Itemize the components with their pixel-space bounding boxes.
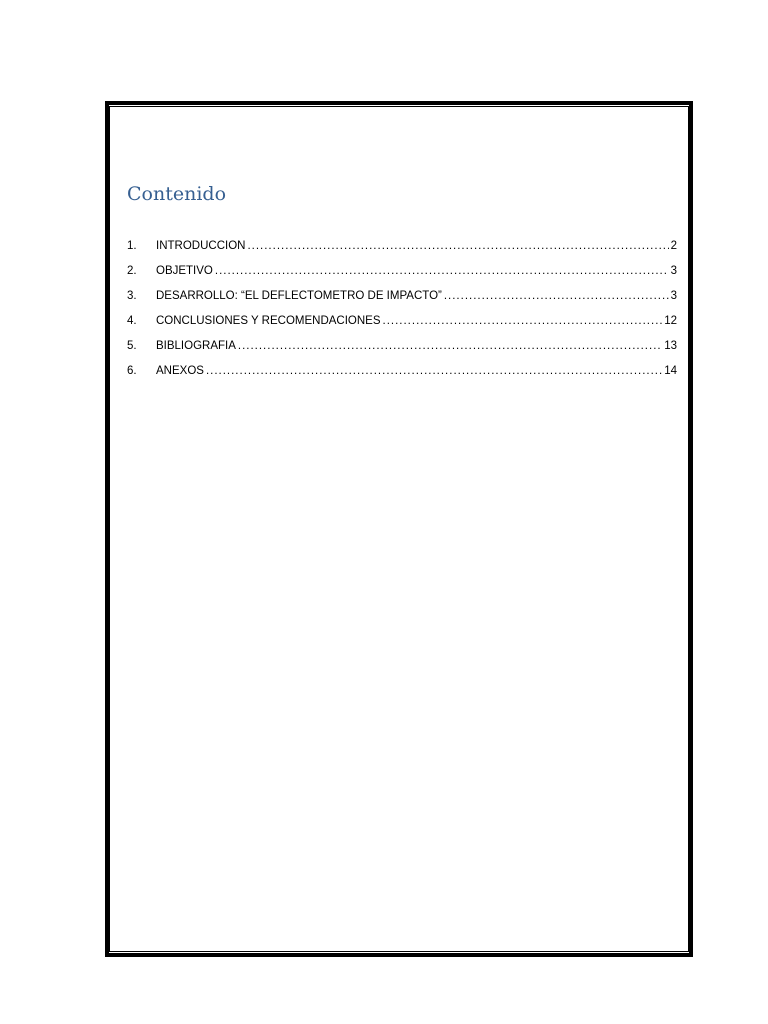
toc-entry-page[interactable]: 2: [670, 240, 677, 252]
toc-entry-number: 3.: [127, 290, 137, 302]
toc-entry-conclusiones[interactable]: [127, 315, 677, 340]
toc-entry-page[interactable]: 13: [664, 340, 677, 352]
toc-entry-number: 6.: [127, 365, 137, 377]
toc-title: Contenido: [127, 183, 227, 205]
toc-entry-page[interactable]: 14: [664, 365, 677, 377]
toc-entry-number: 2.: [127, 265, 137, 277]
toc-entry-anexos[interactable]: [127, 365, 677, 390]
toc-entry-number: 1.: [127, 240, 137, 252]
toc-entry-page[interactable]: 12: [664, 315, 677, 327]
page-border-inner: [109, 106, 689, 952]
toc-entry-label[interactable]: CONCLUSIONES Y RECOMENDACIONES: [156, 315, 381, 327]
toc-dot-leader: [383, 315, 663, 327]
toc-dot-leader: [444, 290, 669, 302]
toc-entry-label[interactable]: OBJETIVO: [156, 265, 213, 277]
toc-entry-label[interactable]: BIBLIOGRAFIA: [156, 340, 236, 352]
toc-dot-leader: [215, 265, 669, 277]
toc-entry-label[interactable]: DESARROLLO: “EL DEFLECTOMETRO DE IMPACTO”: [156, 290, 442, 302]
toc-dot-leader: [238, 340, 662, 352]
toc-entry-number: 4.: [127, 315, 137, 327]
toc-entry-label[interactable]: ANEXOS: [156, 365, 204, 377]
toc-entry-bibliografia[interactable]: [127, 340, 677, 365]
table-of-contents: [127, 240, 677, 390]
toc-entry-page[interactable]: 3: [670, 265, 677, 277]
toc-entry-objetivo[interactable]: [127, 265, 677, 290]
toc-entry-page[interactable]: 3: [670, 290, 677, 302]
toc-dot-leader: [247, 240, 668, 252]
toc-entry-desarrollo[interactable]: [127, 290, 677, 315]
toc-entry-introduccion[interactable]: [127, 240, 677, 265]
toc-entry-label[interactable]: INTRODUCCION: [156, 240, 246, 252]
toc-entry-number: 5.: [127, 340, 137, 352]
toc-dot-leader: [206, 365, 662, 377]
